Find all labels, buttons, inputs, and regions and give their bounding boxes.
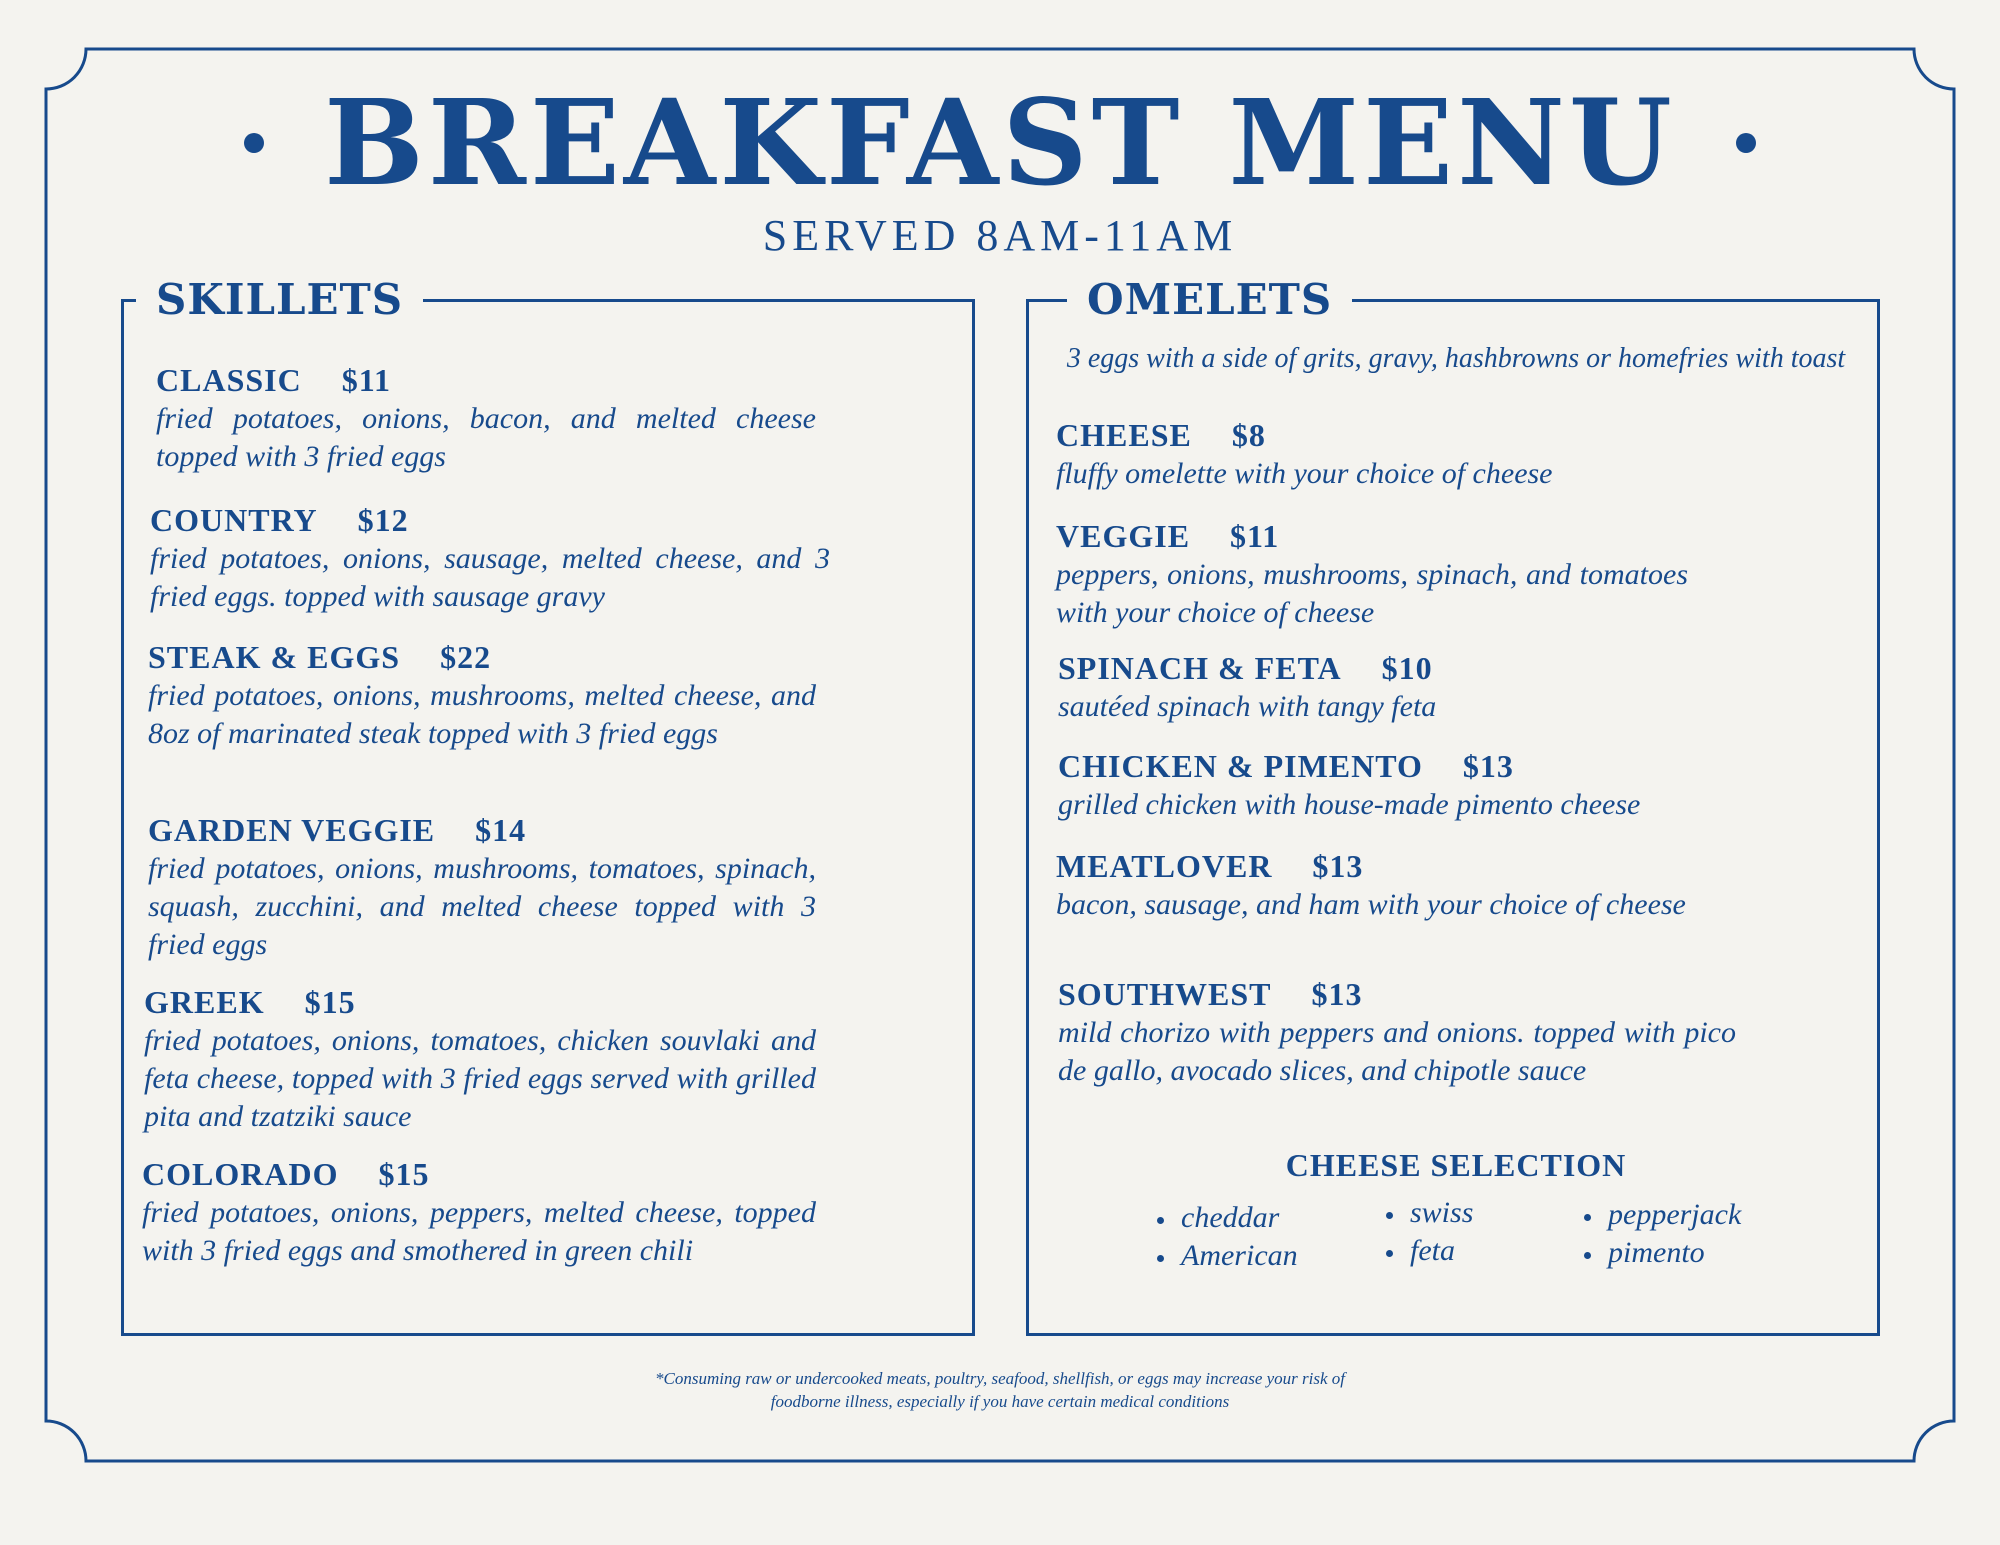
menu-item-greek — [144, 982, 816, 1136]
omelets-intro: 3 eggs with a side of grits, gravy, hashbrowns or homefries with toast — [1066, 343, 1846, 374]
cheese-list-col-2 — [1382, 1194, 1473, 1270]
menu-item-meatlover — [1056, 846, 1728, 924]
item-price: $10 — [1381, 650, 1433, 686]
cheese-option: swiss — [1382, 1194, 1473, 1232]
item-description: bacon, sausage, and ham with your choice of cheese — [1056, 888, 1686, 921]
page-title: BREAKFAST MENU — [324, 73, 1676, 212]
item-description: fried potatoes, onions, tomatoes, chicken souvlaki and feta cheese, topped with 3 fried eggs served with grilled pita and tzatziki sauce — [144, 1024, 816, 1133]
item-description: sautéed spinach with tangy feta — [1058, 690, 1437, 723]
item-price: $13 — [1462, 748, 1514, 784]
item-name: VEGGIE — [1056, 518, 1191, 554]
item-description: fluffy omelette with your choice of cheese — [1056, 457, 1553, 490]
cheese-list-col-1 — [1153, 1199, 1298, 1275]
omelets-heading: OMELETS — [1067, 274, 1352, 326]
cheese-option: American — [1153, 1237, 1298, 1275]
serving-hours: SERVED 8AM-11AM — [762, 211, 1238, 260]
skillets-heading: SKILLETS — [136, 274, 423, 326]
food-safety-disclaimer: *Consuming raw or undercooked meats, poultry, seafood, shellfish, or eggs may increase your risk of foodborne illness, especially if you have certain medical conditions — [654, 1369, 1346, 1411]
item-description: fried potatoes, onions, bacon, and melted cheese topped with 3 fried eggs — [156, 402, 816, 473]
title-row — [0, 73, 2000, 212]
item-name: COUNTRY — [150, 502, 318, 538]
item-price: $11 — [1230, 518, 1280, 554]
menu-item-colorado — [142, 1154, 816, 1270]
item-description: fried potatoes, onions, mushrooms, tomatoes, spinach, squash, zucchini, and melted cheese topped with 3 fried eggs — [148, 852, 816, 961]
item-price: $13 — [1312, 848, 1364, 884]
menu-item-veggie — [1056, 516, 1688, 632]
item-name: MEATLOVER — [1056, 848, 1273, 884]
item-name: GREEK — [144, 984, 265, 1020]
cheese-list-col-3 — [1580, 1196, 1741, 1272]
item-name: STEAK & EGGS — [148, 639, 401, 675]
cheese-option: feta — [1382, 1232, 1473, 1270]
menu-item-steak-and-eggs — [148, 637, 816, 753]
item-price: $22 — [440, 639, 492, 675]
cheese-option: pepperjack — [1580, 1196, 1741, 1234]
item-price: $11 — [341, 362, 391, 398]
item-price: $13 — [1311, 976, 1363, 1012]
menu-item-southwest — [1058, 974, 1736, 1090]
item-name: COLORADO — [142, 1156, 339, 1192]
menu-item-garden-veggie — [148, 810, 816, 964]
item-name: GARDEN VEGGIE — [148, 812, 436, 848]
cheese-selection-title: CHEESE SELECTION — [1285, 1147, 1627, 1183]
item-description: grilled chicken with house-made pimento cheese — [1058, 788, 1641, 821]
item-description: fried potatoes, onions, mushrooms, melted cheese, and 8oz of marinated steak topped with 3 fried eggs — [148, 679, 816, 750]
item-description: peppers, onions, mushrooms, spinach, and tomatoes with your choice of cheese — [1056, 558, 1688, 629]
item-name: SOUTHWEST — [1058, 976, 1272, 1012]
menu-item-chicken-and-pimento — [1058, 746, 1738, 824]
menu-item-cheese — [1056, 415, 1736, 493]
cheese-option: cheddar — [1153, 1199, 1298, 1237]
item-description: mild chorizo with peppers and onions. topped with pico de gallo, avocado slices, and chipotle sauce — [1058, 1016, 1736, 1087]
title-left-dot — [244, 133, 264, 153]
skillets-panel — [121, 275, 975, 1336]
item-description: fried potatoes, onions, peppers, melted cheese, topped with 3 fried eggs and smothered in green chili — [142, 1196, 816, 1267]
item-price: $12 — [357, 502, 409, 538]
cheese-option: pimento — [1580, 1234, 1741, 1272]
menu-item-country — [150, 500, 830, 616]
title-right-dot — [1736, 133, 1756, 153]
item-price: $15 — [304, 984, 356, 1020]
item-name: CHEESE — [1056, 417, 1192, 453]
menu-item-classic — [156, 360, 816, 476]
omelets-panel — [1026, 275, 1880, 1336]
item-name: CLASSIC — [156, 362, 302, 398]
item-price: $14 — [475, 812, 527, 848]
item-description: fried potatoes, onions, sausage, melted cheese, and 3 fried eggs. topped with sausage gravy — [150, 542, 830, 613]
item-name: CHICKEN & PIMENTO — [1058, 748, 1423, 784]
item-price: $8 — [1231, 417, 1266, 453]
menu-item-spinach-and-feta — [1058, 648, 1738, 726]
item-name: SPINACH & FETA — [1058, 650, 1342, 686]
item-price: $15 — [378, 1156, 430, 1192]
